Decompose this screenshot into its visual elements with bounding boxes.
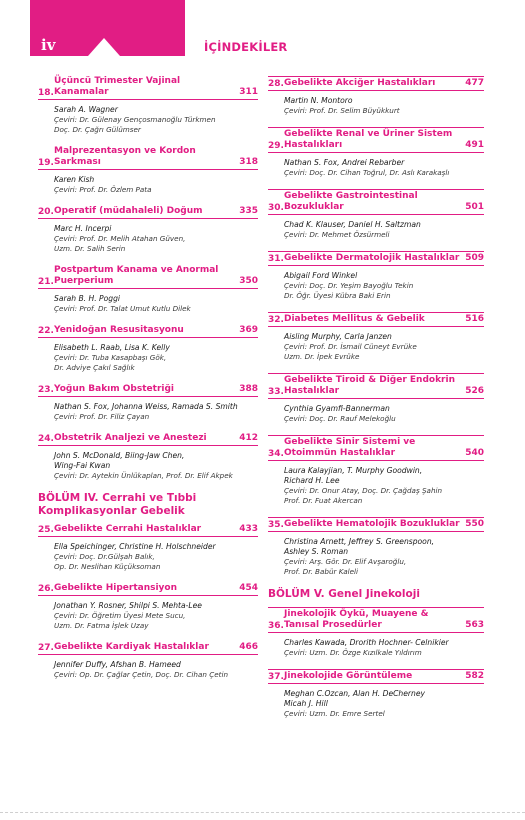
chapter-number: 34. [268, 449, 284, 459]
translator-line: Çeviri: Dr. Onur Atay, Doç. Dr. Çağdaş Şahin [284, 486, 443, 495]
author-line: Jonathan Y. Rosner, Shilpi S. Mehta-Lee [54, 601, 202, 610]
chapter-title: Gebelikte Hematolojik Bozukluklar [284, 519, 460, 529]
section-heading: BÖLÜM IV. Cerrahi ve Tıbbi Komplikasyonlar Gebelik [38, 492, 197, 517]
author-line: Meghan C.Ozcan, Alan H. DeCherney [284, 689, 426, 698]
section-heading: BÖLÜM V. Genel Jinekoloji [268, 588, 420, 600]
chapter-number: 27. [38, 643, 54, 653]
author-line: Karen Kish [54, 175, 95, 184]
chapter-authors [54, 660, 258, 670]
author-line: John S. McDonald, Biing-Jaw Chen, [54, 451, 185, 460]
chapter-authors [54, 224, 258, 234]
chapter-translators [54, 471, 258, 481]
chapter-translators [284, 230, 484, 240]
chapter-authors [284, 96, 484, 106]
chapter-number: 31. [268, 254, 284, 264]
translator-line: Çeviri: Dr. Öğretim Üyesi Mete Sucu, [54, 611, 186, 620]
chapter-number: 28. [268, 79, 284, 89]
chapter-translators [54, 611, 258, 631]
author-line: Ella Speichinger, Christine H. Holschneider [54, 542, 216, 551]
author-line: Charles Kawada, Drorith Hochner- Celnikier [284, 638, 449, 647]
toc-entry[interactable] [38, 524, 258, 572]
chapter-translators [284, 281, 484, 301]
chapter-title: Gebelikte Gastrointestinal Bozukluklar [284, 191, 418, 212]
chapter-number: 37. [268, 672, 284, 682]
chapter-title: Jinekolojide Görüntüleme [284, 671, 413, 681]
chapter-authors [54, 451, 258, 471]
author-line: Micah J. Hill [284, 699, 328, 708]
chapter-page-number: 412 [239, 433, 258, 443]
chapter-page-number: 526 [465, 386, 484, 396]
translator-line: Uzm. Dr. Salih Serin [54, 244, 126, 253]
author-line: Elisabeth L. Raab, Lisa K. Kelly [54, 343, 170, 352]
author-line: Aisling Murphy, Carla Janzen [284, 332, 392, 341]
chapter-page-number: 466 [239, 642, 258, 652]
toc-entry-heading [38, 583, 258, 596]
chapter-page-number: 516 [465, 314, 484, 324]
chapter-authors [54, 402, 258, 412]
toc-right-column [268, 76, 484, 730]
chapter-title: Diabetes Mellitus & Gebelik [284, 314, 425, 324]
chapter-authors [54, 343, 258, 353]
chapter-number: 23. [38, 385, 54, 395]
chapter-authors [284, 537, 484, 557]
chapter-authors [54, 175, 258, 185]
translator-line: Dr. Öğr. Üyesi Kübra Baki Erin [284, 291, 391, 300]
toc-entry-heading [38, 206, 258, 219]
author-line: Cynthia Gyamfi-Bannerman [284, 404, 390, 413]
chapter-title: Üçüncü Trimester Vajinal Kanamalar [54, 76, 181, 97]
chapter-title: Gebelikte Kardiyak Hastalıklar [54, 642, 209, 652]
toc-entry[interactable] [38, 76, 258, 135]
author-line: Ashley S. Roman [284, 547, 349, 556]
translator-line: Çeviri: Dr. Mehmet Özsürmeli [284, 230, 390, 239]
toc-entry-heading [268, 76, 484, 91]
translator-line: Çeviri: Prof. Dr. Filiz Çayan [54, 412, 150, 421]
toc-entry[interactable] [268, 251, 484, 301]
translator-line: Çeviri: Prof. Dr. Özlem Pata [54, 185, 152, 194]
chapter-page-number: 509 [465, 253, 484, 263]
chapter-number: 33. [268, 387, 284, 397]
translator-line: Çeviri: Doç. Dr.Gülşah Balık, [54, 552, 155, 561]
header-notch-decoration [88, 38, 120, 56]
translator-line: Dr. Adviye Çakıl Sağlık [54, 363, 135, 372]
author-line: Nathan S. Fox, Andrei Rebarber [284, 158, 405, 167]
chapter-title: Gebelikte Tiroid & Diğer Endokrin Hastalıklar [284, 375, 455, 396]
translator-line: Çeviri: Prof. Dr. Talat Umut Kutlu Dilek [54, 304, 191, 313]
author-line: Jennifer Duffy, Afshan B. Hameed [54, 660, 181, 669]
chapter-title: Gebelikte Sinir Sistemi ve Otoimmün Hastalıklar [284, 437, 416, 458]
chapter-translators [54, 412, 258, 422]
author-line: Sarah B. H. Poggi [54, 294, 121, 303]
chapter-page-number: 563 [465, 620, 484, 630]
toc-entry[interactable] [38, 433, 258, 481]
chapter-number: 19. [38, 158, 54, 168]
chapter-translators [54, 234, 258, 254]
chapter-translators [284, 342, 484, 362]
author-line: Marc H. Incerpi [54, 224, 112, 233]
toc-entry-heading [38, 433, 258, 446]
chapter-number: 24. [38, 434, 54, 444]
chapter-number: 20. [38, 207, 54, 217]
chapter-authors [284, 404, 484, 414]
chapter-title: Gebelikte Renal ve Üriner Sistem Hastalıkları [284, 129, 453, 150]
author-line: Sarah A. Wagner [54, 105, 118, 114]
chapter-authors [54, 542, 258, 552]
chapter-title: Gebelikte Dermatolojik Hastalıklar [284, 253, 460, 263]
translator-line: Çeviri: Prof. Dr. Melih Atahan Güven, [54, 234, 186, 243]
chapter-number: 30. [268, 203, 284, 213]
chapter-page-number: 433 [239, 524, 258, 534]
chapter-translators [284, 486, 484, 506]
translator-line: Uzm. Dr. İpek Evrüke [284, 352, 360, 361]
chapter-translators [284, 709, 484, 719]
author-line: Nathan S. Fox, Johanna Weiss, Ramada S. Smith [54, 402, 238, 411]
translator-line: Prof. Dr. Fuat Akercan [284, 496, 363, 505]
toc-entry[interactable] [38, 583, 258, 631]
chapter-title: Yenidoğan Resusitasyonu [54, 325, 184, 335]
chapter-page-number: 477 [465, 78, 484, 88]
toc-entry-heading [38, 76, 258, 100]
chapter-title: Gebelikte Akciğer Hastalıkları [284, 78, 436, 88]
chapter-page-number: 388 [239, 384, 258, 394]
toc-entry[interactable] [268, 373, 484, 424]
translator-line: Çeviri: Dr. Gülenay Gençosmanoğlu Türkmen [54, 115, 216, 124]
toc-entry-heading [268, 189, 484, 215]
chapter-number: 36. [268, 621, 284, 631]
toc-entry[interactable] [268, 127, 484, 178]
chapter-authors [284, 466, 484, 486]
translator-line: Doç. Dr. Çağrı Gülümser [54, 125, 141, 134]
chapter-authors [54, 601, 258, 611]
translator-line: Çeviri: Arş. Gör. Dr. Elif Avşaroğlu, [284, 557, 407, 566]
toc-entry-heading [38, 146, 258, 170]
translator-line: Uzm. Dr. Fatma İşlek Uzay [54, 621, 149, 630]
translator-line: Çeviri: Dr. Aytekin Ünlükaplan, Prof. Dr. Elif Akpek [54, 471, 233, 480]
chapter-authors [284, 689, 484, 709]
translator-line: Çeviri: Doç. Dr. Yeşim Bayoğlu Tekin [284, 281, 414, 290]
chapter-translators [284, 106, 484, 116]
toc-entry[interactable] [38, 642, 258, 680]
chapter-title: Yoğun Bakım Obstetriği [54, 384, 174, 394]
toc-entry[interactable] [268, 435, 484, 506]
toc-entry-heading [268, 373, 484, 399]
toc-entry[interactable] [38, 384, 258, 422]
chapter-translators [54, 115, 258, 135]
chapter-number: 25. [38, 525, 54, 535]
translator-line: Çeviri: Doç. Dr. Cihan Toğrul, Dr. Aslı Karakaşlı [284, 168, 450, 177]
toc-entry-heading [38, 524, 258, 537]
chapter-page-number: 318 [239, 157, 258, 167]
chapter-translators [54, 670, 258, 680]
chapter-authors [54, 294, 258, 304]
author-line: Christina Arnett, Jeffrey S. Greenspoon, [284, 537, 435, 546]
chapter-authors [284, 332, 484, 342]
toc-entry[interactable] [38, 206, 258, 254]
chapter-translators [284, 168, 484, 178]
toc-entry-heading [268, 312, 484, 327]
toc-entry-heading [38, 384, 258, 397]
author-line: Martin N. Montoro [284, 96, 353, 105]
toc-entry[interactable] [268, 607, 484, 658]
chapter-title: Operatif (müdahaleli) Doğum [54, 206, 203, 216]
translator-line: Çeviri: Uzm. Dr. Özge Kızılkale Yıldırım [284, 648, 422, 657]
translator-line: Çeviri: Doç. Dr. Rauf Melekoğlu [284, 414, 396, 423]
toc-entry[interactable] [268, 669, 484, 719]
toc-entry[interactable] [38, 325, 258, 373]
chapter-title: Obstetrik Analjezi ve Anestezi [54, 433, 207, 443]
page-bottom-edge [0, 812, 525, 814]
toc-entry[interactable] [38, 146, 258, 195]
chapter-page-number: 335 [239, 206, 258, 216]
chapter-number: 32. [268, 315, 284, 325]
chapter-translators [284, 557, 484, 577]
chapter-translators [54, 353, 258, 373]
chapter-number: 35. [268, 520, 284, 530]
chapter-page-number: 311 [239, 87, 258, 97]
chapter-number: 22. [38, 326, 54, 336]
translator-line: Prof. Dr. Babür Kaleli [284, 567, 359, 576]
chapter-authors [54, 105, 258, 115]
author-line: Laura Kalayjian, T. Murphy Goodwin, [284, 466, 423, 475]
chapter-authors [284, 638, 484, 648]
chapter-title: Postpartum Kanama ve Anormal Puerperium [54, 265, 219, 286]
translator-line: Çeviri: Uzm. Dr. Emre Sertel [284, 709, 385, 718]
page-title: İÇİNDEKİLER [204, 40, 288, 54]
toc-entry-heading [268, 607, 484, 633]
toc-entry-heading [38, 325, 258, 338]
page-number: iv [41, 36, 56, 54]
chapter-number: 21. [38, 277, 54, 287]
translator-line: Op. Dr. Neslihan Küçüksoman [54, 562, 161, 571]
chapter-number: 18. [38, 88, 54, 98]
toc-entry[interactable] [268, 517, 484, 577]
author-line: Richard H. Lee [284, 476, 340, 485]
author-line: Chad K. Klauser, Daniel H. Saltzman [284, 220, 421, 229]
chapter-authors [284, 271, 484, 281]
toc-entry-heading [38, 265, 258, 289]
chapter-page-number: 582 [465, 671, 484, 681]
toc-entry[interactable] [268, 312, 484, 362]
chapter-title: Jinekolojik Öykü, Muayene & Tanısal Prosedürler [284, 609, 429, 630]
toc-entry-heading [38, 642, 258, 655]
chapter-translators [284, 414, 484, 424]
chapter-title: Malprezentasyon ve Kordon Sarkması [54, 146, 196, 167]
chapter-page-number: 454 [239, 583, 258, 593]
author-line: Wing-Fai Kwan [54, 461, 111, 470]
toc-entry-heading [268, 669, 484, 684]
chapter-number: 26. [38, 584, 54, 594]
chapter-page-number: 550 [465, 519, 484, 529]
toc-entry-heading [268, 435, 484, 461]
chapter-page-number: 501 [465, 202, 484, 212]
toc-entry-heading [268, 251, 484, 266]
toc-entry[interactable] [268, 76, 484, 116]
toc-entry-heading [268, 517, 484, 532]
toc-entry[interactable] [38, 265, 258, 314]
chapter-translators [54, 304, 258, 314]
chapter-page-number: 540 [465, 448, 484, 458]
chapter-translators [54, 185, 258, 195]
translator-line: Çeviri: Op. Dr. Çağlar Çetin, Doç. Dr. Cihan Çetin [54, 670, 229, 679]
chapter-translators [284, 648, 484, 658]
toc-entry[interactable] [268, 189, 484, 240]
toc-entry-heading [268, 127, 484, 153]
author-line: Abigail Ford Winkel [284, 271, 358, 280]
chapter-page-number: 350 [239, 276, 258, 286]
chapter-translators [54, 552, 258, 572]
chapter-page-number: 491 [465, 140, 484, 150]
chapter-authors [284, 158, 484, 168]
translator-line: Çeviri: Prof. Dr. Selim Büyükkurt [284, 106, 400, 115]
translator-line: Çeviri: Dr. Tuba Kasapbaşı Gök, [54, 353, 167, 362]
toc-left-column [38, 76, 258, 691]
chapter-title: Gebelikte Cerrahi Hastalıklar [54, 524, 202, 534]
translator-line: Çeviri: Prof. Dr. İsmail Cüneyt Evrüke [284, 342, 417, 351]
chapter-page-number: 369 [239, 325, 258, 335]
chapter-number: 29. [268, 141, 284, 151]
chapter-title: Gebelikte Hipertansiyon [54, 583, 178, 593]
chapter-authors [284, 220, 484, 230]
